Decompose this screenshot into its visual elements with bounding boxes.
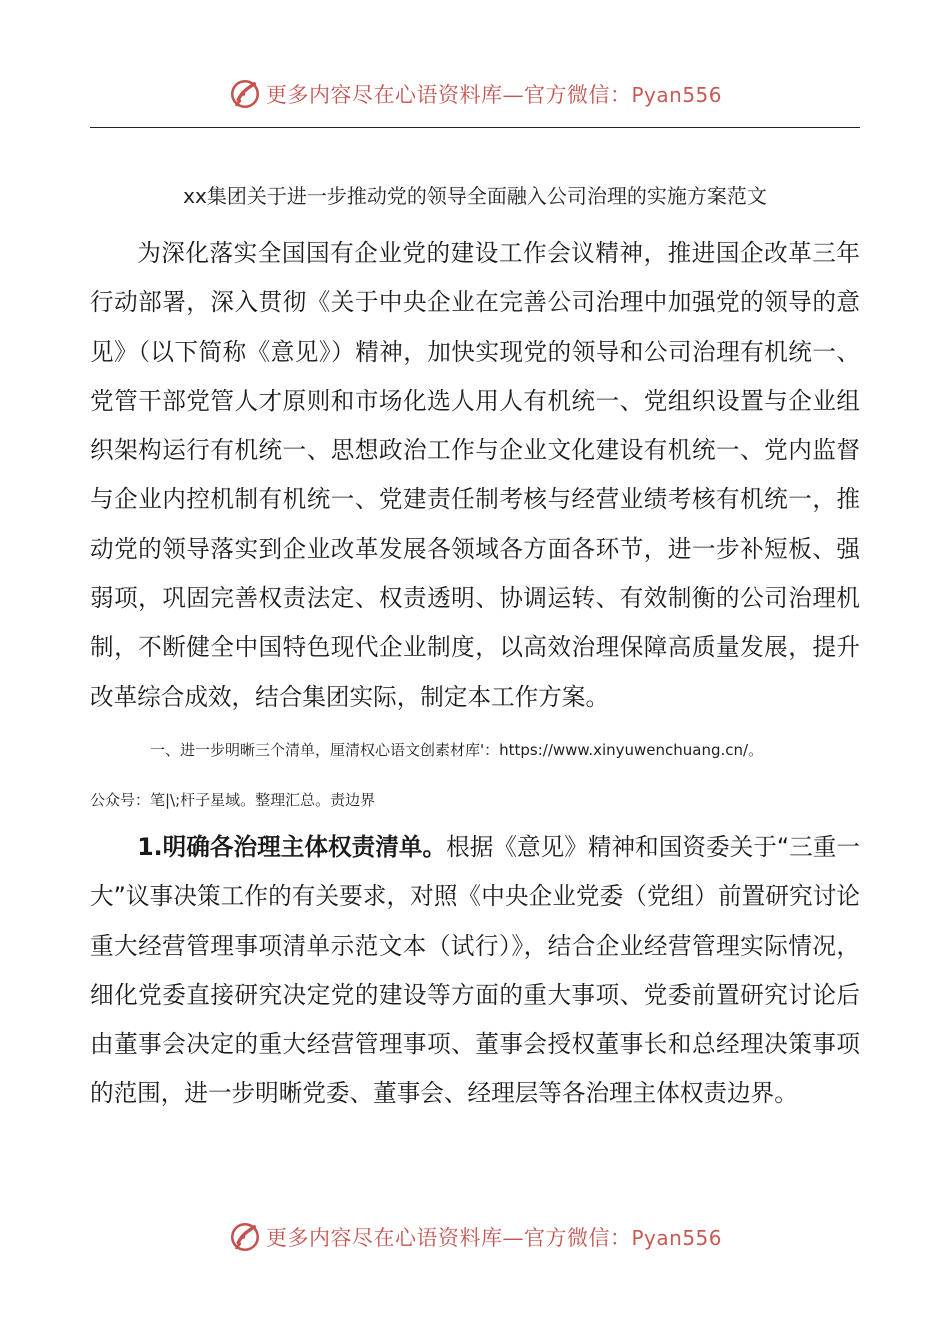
item1-heading: 1.明确各治理主体权责清单。	[137, 833, 447, 861]
brush-logo-icon	[228, 77, 262, 111]
header-divider	[90, 127, 860, 128]
brush-logo-icon	[228, 1220, 262, 1254]
item1-paragraph	[90, 823, 860, 1119]
footer-banner-text: 更多内容尽在心语资料库—官方微信：Pyan556	[265, 1226, 722, 1250]
header-wechat-id: Pyan556	[631, 83, 722, 107]
footer-wechat-id: Pyan556	[631, 1226, 722, 1250]
source-line: 公众号：笔|\;杆子星域。整理汇总。责边界	[90, 791, 376, 809]
header-banner-text: 更多内容尽在心语资料库—官方微信：Pyan556	[265, 83, 722, 107]
item1-body: 根据《意见》精神和国资委关于“三重一大”议事决策工作的有关要求，对照《中央企业党委（党组）前置研究讨论重大经营管理事项清单示范文本（试行）》，结合企业经营管理实际情况，细化党委直接研究决定党的建设等方面的重大事项、党委前置研究讨论后由董事会决定的重大经营管理事项、董事会授权董事长和总经理决策事项的范围，进一步明晰党委、董事会、经理层等各治理主体权责边界。	[90, 833, 860, 1108]
header-banner	[0, 74, 950, 114]
intro-paragraph: 为深化落实全国国有企业党的建设工作会议精神，推进国企改革三年行动部署，深入贯彻《关于中央企业在完善公司治理中加强党的领导的意见》（以下简称《意见》）精神，加快实现党的领导和公司治理有机统一、党管干部党管人才原则和市场化选人用人有机统一、党组织设置与企业组织架构运行有机统一、思想政治工作与企业文化建设有机统一、党内监督与企业内控机制有机统一、党建责任制考核与经营业绩考核有机统一，推动党的领导落实到企业改革发展各领域各方面各环节，进一步补短板、强弱项，巩固完善权责法定、权责透明、协调运转、有效制衡的公司治理机制，不断健全中国特色现代企业制度，以高效治理保障高质量发展，提升改革综合成效，结合集团实际，制定本工作方案。	[90, 239, 860, 711]
document-title: xx集团关于进一步推动党的领导全面融入公司治理的实施方案范文	[183, 184, 767, 208]
section-heading-line: 一、进一步明晰三个清单，厘清权心语文创素材库'：https://www.xinyuwenchuang.cn/。	[150, 741, 764, 759]
footer-banner	[0, 1217, 950, 1257]
